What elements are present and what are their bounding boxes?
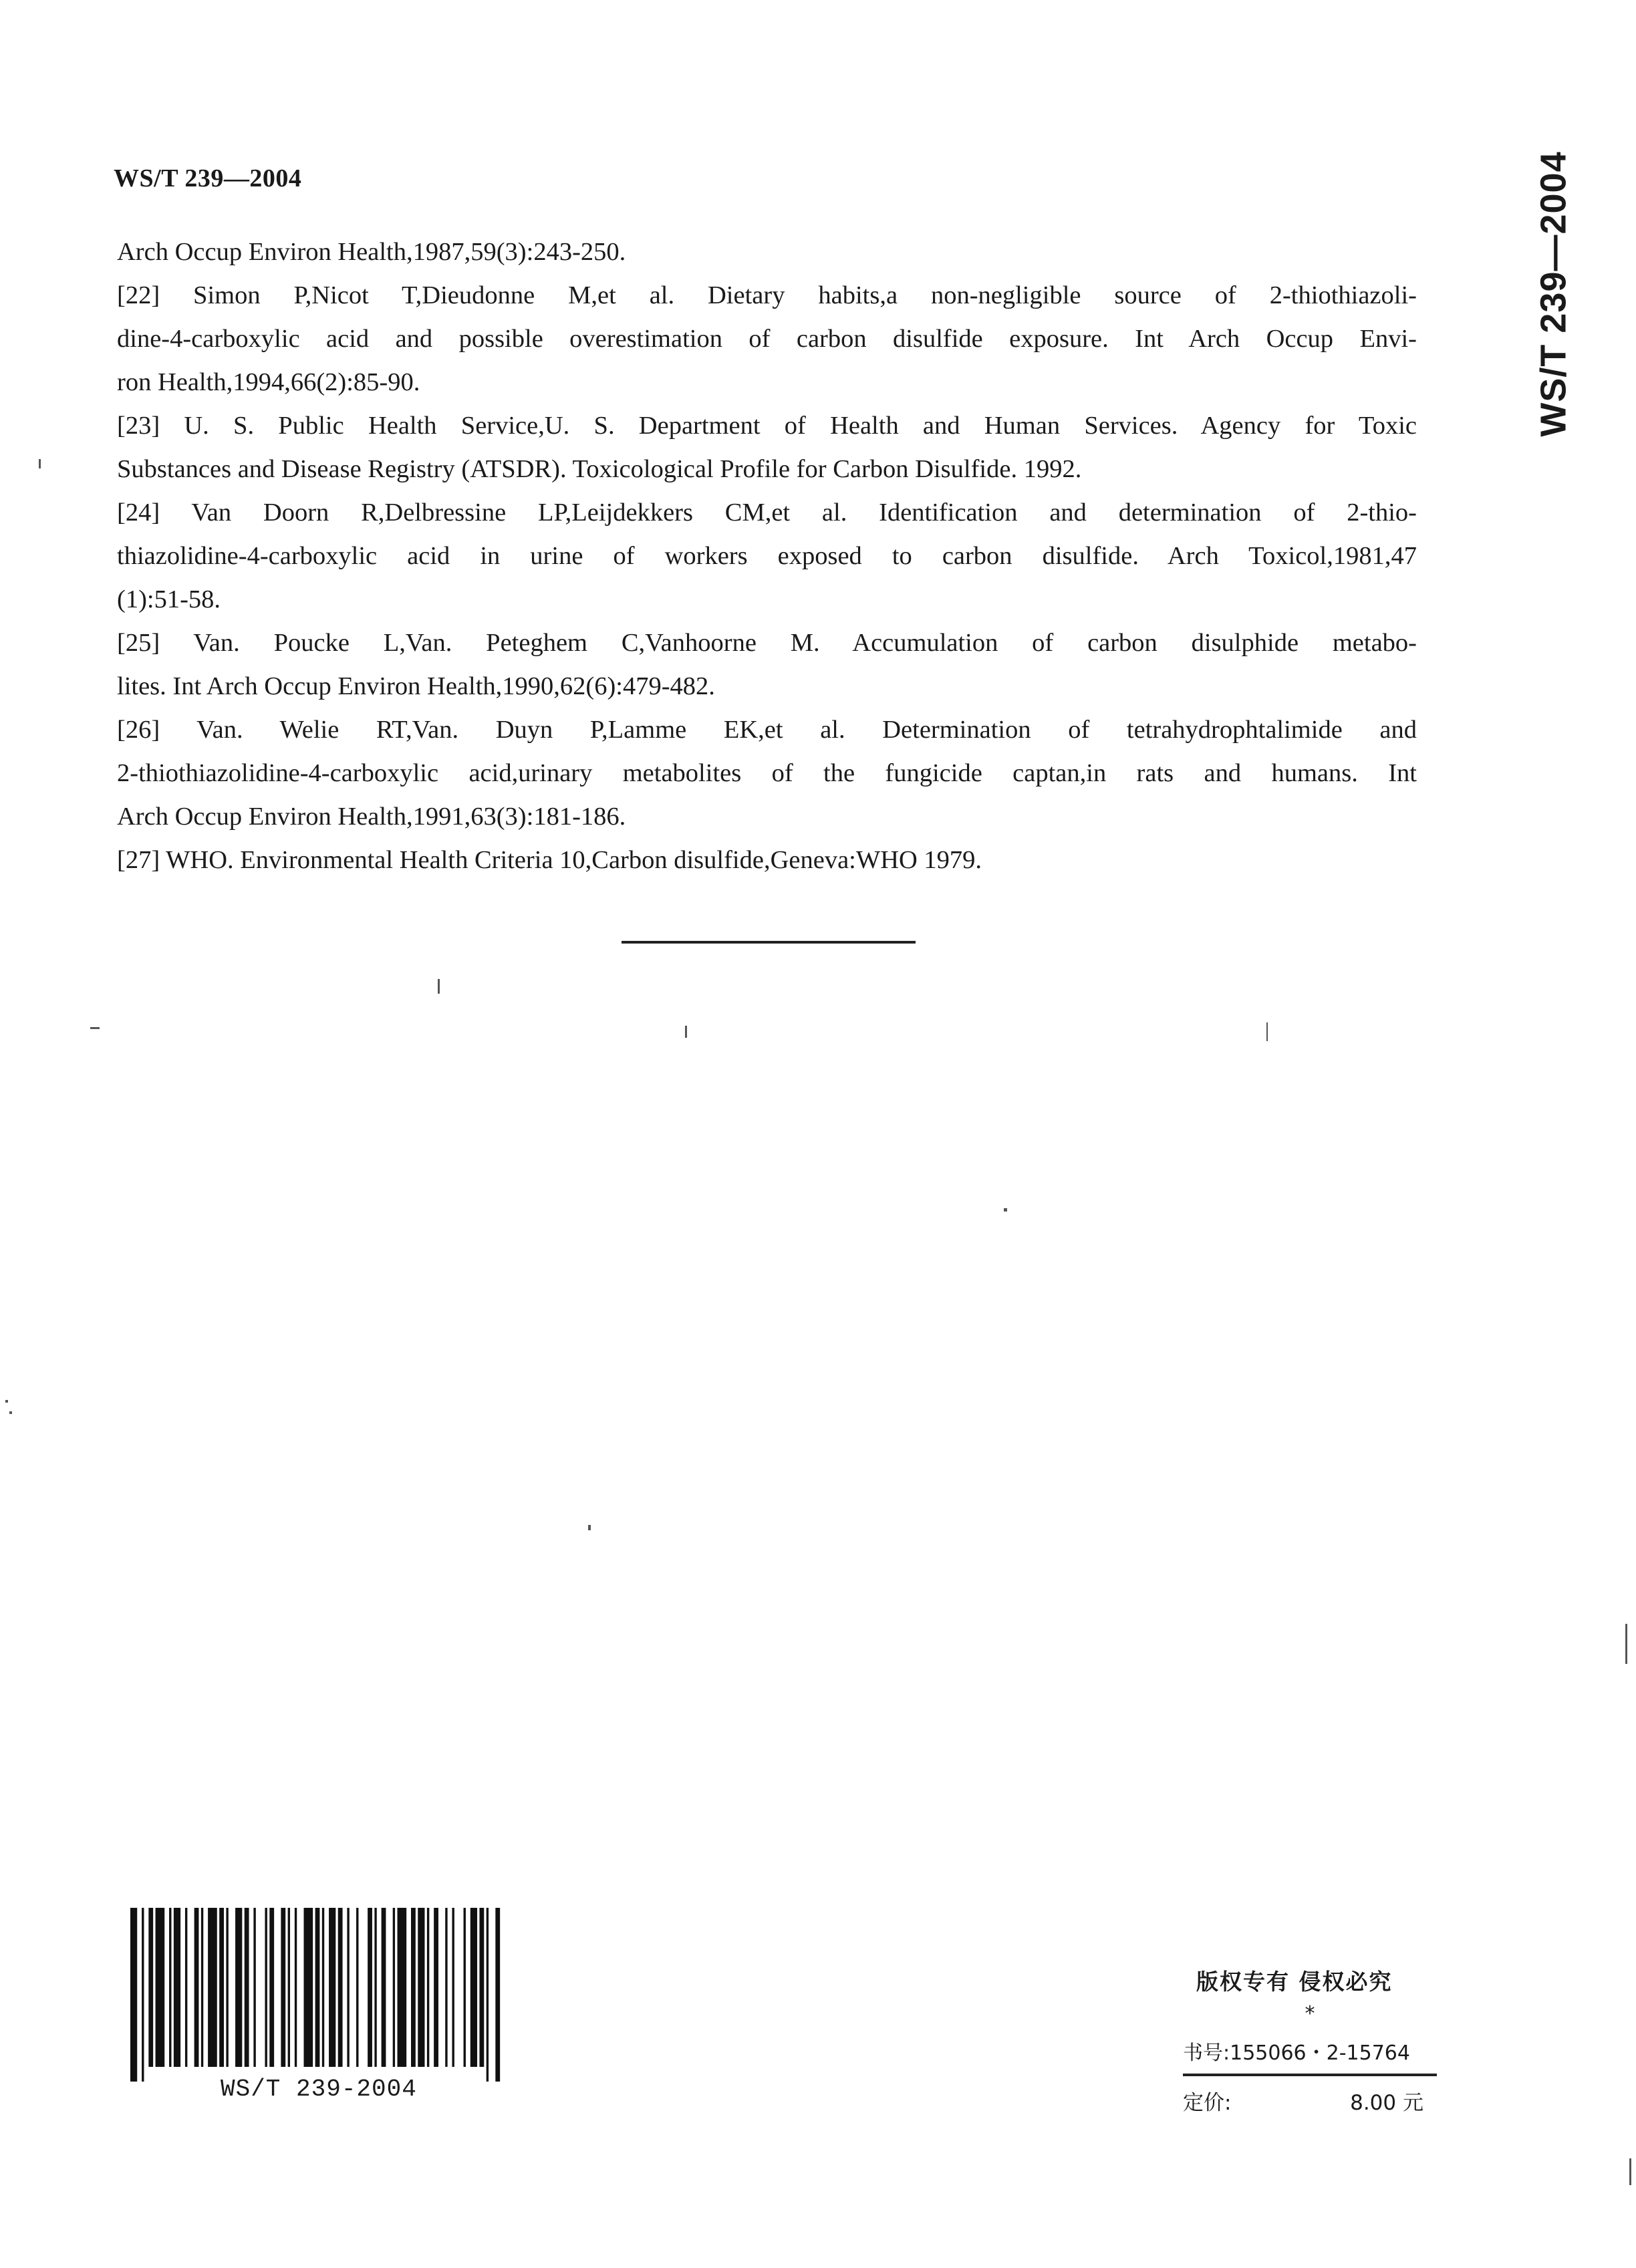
copyright-notice: 版权专有 侵权必究 — [1196, 1969, 1393, 1995]
document-code-side-label: WS/T 239—2004 — [1534, 151, 1575, 437]
barcode-bar — [445, 1908, 447, 2067]
reference-line: [24] Van Doorn R,Delbressine LP,Leijdekkers CM,et al. Identification and determination of 2-thio- — [117, 499, 1417, 527]
reference-line: [27] WHO. Environmental Health Criteria 10,Carbon disulfide,Geneva:WHO 1979. — [117, 846, 982, 874]
barcode-bar — [281, 1908, 285, 2067]
reference-line: [26] Van. Welie RT,Van. Duyn P,Lamme EK,et al. Determination of tetrahydrophtalimide and — [117, 716, 1417, 744]
barcode-bar — [393, 1908, 395, 2067]
barcode-bar — [382, 1908, 386, 2067]
barcode-bar — [174, 1908, 180, 2067]
reference-line: [25] Van. Poucke L,Van. Peteghem C,Vanhoorne M. Accumulation of carbon disulphide metabo- — [117, 629, 1417, 657]
scan-speck — [1266, 1022, 1268, 1041]
barcode-bar — [288, 1908, 290, 2067]
price-value: 8.00 元 — [1350, 2091, 1423, 2115]
barcode-bar — [269, 1908, 274, 2067]
barcode-bar — [245, 1908, 249, 2067]
reference-line: Arch Occup Environ Health,1987,59(3):243-250. — [117, 238, 626, 266]
reference-line: 2-thiothiazolidine-4-carboxylic acid,urinary metabolites of the fungicide captan,in rats and humans. Int — [117, 759, 1417, 787]
reference-line: Substances and Disease Registry (ATSDR). Toxicological Profile for Carbon Disulfide. 1992. — [117, 455, 1082, 483]
barcode-bar — [235, 1908, 242, 2067]
price-label: 定价: — [1183, 2091, 1232, 2115]
scan-speck — [685, 1026, 687, 1038]
document-code-side — [1530, 147, 1577, 441]
barcode-bar — [427, 1908, 429, 2067]
barcode-bar — [148, 1908, 153, 2067]
reference-line: dine-4-carboxylic acid and possible overestimation of carbon disulfide exposure. Int Arch Occup Envi- — [117, 325, 1417, 353]
reference-line: lites. Int Arch Occup Environ Health,1990,62(6):479-482. — [117, 672, 715, 700]
scan-speck — [1625, 1624, 1627, 1664]
barcode-bar — [329, 1908, 335, 2067]
barcode-bar — [201, 1908, 203, 2067]
scan-speck — [438, 979, 440, 994]
barcode-bar — [347, 1908, 349, 2067]
barcode-bar — [464, 1908, 466, 2067]
barcode-bar — [156, 1908, 165, 2067]
barcode-bar — [418, 1908, 424, 2067]
barcode-bar — [265, 1908, 267, 2067]
barcode-bar — [374, 1908, 376, 2067]
reference-line: ron Health,1994,66(2):85-90. — [117, 368, 420, 396]
price-row — [1183, 2086, 1437, 2116]
barcode-bar — [194, 1908, 199, 2067]
reference-line: [23] U. S. Public Health Service,U. S. Department of Health and Human Services. Agency for Toxic — [117, 412, 1417, 440]
book-number: 书号:155066・2-15764 — [1183, 2036, 1437, 2076]
barcode-bar — [452, 1908, 454, 2067]
barcode-bar — [368, 1908, 372, 2067]
document-code-header: WS/T 239—2004 — [114, 164, 302, 192]
barcode-bar — [219, 1908, 224, 2067]
barcode-bar — [479, 1908, 484, 2067]
barcode-bar — [338, 1908, 343, 2067]
barcode-bar — [398, 1908, 407, 2067]
scan-speck — [90, 1027, 100, 1029]
barcode-bar — [226, 1908, 228, 2067]
scan-speck — [9, 1411, 12, 1414]
scan-speck — [588, 1525, 591, 1530]
barcode-bar — [169, 1908, 171, 2067]
scan-speck — [39, 459, 41, 468]
barcode-bar — [208, 1908, 217, 2067]
barcode-bar — [411, 1908, 416, 2067]
reference-line: Arch Occup Environ Health,1991,63(3):181-186. — [117, 803, 626, 831]
barcode-bar — [295, 1908, 297, 2067]
barcode-bar — [495, 1908, 500, 2082]
barcode-image — [130, 1908, 505, 2082]
reference-list — [117, 231, 1417, 882]
reference-line: (1):51-58. — [117, 585, 221, 613]
scan-speck — [1629, 2158, 1631, 2185]
barcode-bar — [315, 1908, 320, 2067]
barcode-bar — [185, 1908, 187, 2067]
publication-imprint — [1183, 1965, 1437, 2116]
barcode-bar — [304, 1908, 313, 2067]
scan-speck — [1004, 1208, 1007, 1212]
reference-line: thiazolidine-4-carboxylic acid in urine of workers exposed to carbon disulfide. Arch Toxicol,1981,47 — [117, 542, 1417, 570]
barcode-bar — [487, 1908, 489, 2082]
scan-speck — [5, 1400, 8, 1403]
reference-line: [22] Simon P,Nicot T,Dieudonne M,et al. Dietary habits,a non-negligible source of 2-thiothiazoli- — [117, 281, 1417, 309]
barcode-bar — [142, 1908, 144, 2082]
barcode-bar — [130, 1908, 137, 2082]
barcode-bar — [434, 1908, 438, 2067]
barcode-bar — [322, 1908, 324, 2067]
barcode-bar — [470, 1908, 477, 2067]
barcode-bar — [356, 1908, 358, 2067]
barcode-bar — [253, 1908, 255, 2067]
end-of-text-rule — [622, 941, 916, 944]
barcode-label: WS/T 239-2004 — [221, 2076, 417, 2103]
asterisk-separator: * — [1305, 2002, 1315, 2025]
